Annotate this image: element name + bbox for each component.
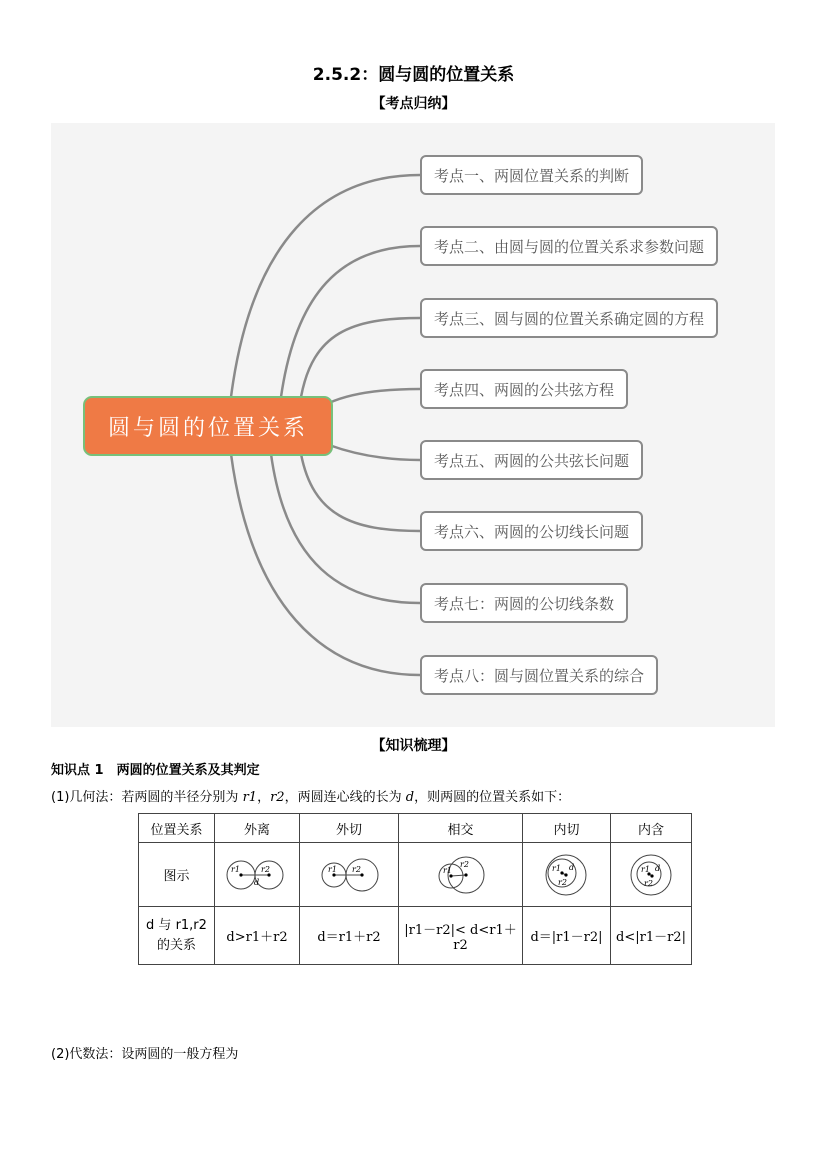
var-r2: r2 [270,790,285,805]
mind-map-center: 圆与圆的位置关系 [83,396,333,456]
page-title: 2.5.2：圆与圆的位置关系 [312,65,515,85]
figure-row-label: 图示 [139,843,215,907]
header-cell: 外切 [300,814,399,843]
svg-text:d: d [254,877,260,887]
connector-5 [329,445,420,460]
relation-row-label: d 与 r1,r2 的关系 [139,907,215,965]
svg-text:r2: r2 [557,877,567,887]
connector-3 [301,318,420,397]
connector-6 [301,454,420,531]
connector-7 [271,454,420,603]
figure-separate [215,843,300,907]
branch-3: 考点三、圆与圆的位置关系确定圆的方程 [420,298,718,338]
branch-4: 考点四、两圆的公共弦方程 [420,369,628,409]
svg-text:r1: r1 [328,864,337,874]
header-cell: 外离 [215,814,300,843]
connector-4 [329,389,420,403]
relation-internal-tangent: d＝|r1－r2| [523,907,611,965]
svg-text:r2: r2 [261,864,270,874]
connector-1 [231,175,420,397]
svg-text:d: d [655,863,661,873]
knowledge-point-title: 知识点 1 两圆的位置关系及其判定 [51,763,260,778]
figure-intersecting [399,843,523,907]
relation-contained: d<|r1－r2| [611,907,692,965]
figure-internal-tangent [523,843,611,907]
figure-external-tangent [300,843,399,907]
mind-map [51,123,775,727]
svg-text:r1: r1 [231,864,240,874]
algebra-method-text: (2)代数法：设两圆的一般方程为 [51,1047,239,1062]
section-heading-knowledge: 【知识梳理】 [371,738,456,754]
branch-2: 考点二、由圆与圆的位置关系求参数问题 [420,226,718,266]
branch-5: 考点五、两圆的公共弦长问题 [420,440,643,480]
relation-separate: d>r1＋r2 [215,907,300,965]
svg-text:r1: r1 [442,865,452,875]
branch-7: 考点七：两圆的公切线条数 [420,583,628,623]
table-row-relations [139,907,692,965]
table-row-header [139,814,692,843]
header-cell: 内切 [523,814,611,843]
connector-2 [281,246,420,397]
relation-external-tangent: d＝r1＋r2 [300,907,399,965]
var-d: d [405,790,415,805]
svg-text:d: d [568,862,574,872]
svg-text:r1: r1 [551,863,561,873]
header-cell: 相交 [399,814,523,843]
header-cell: 内含 [611,814,692,843]
svg-text:r1: r1 [641,864,650,874]
section-heading-summary: 【考点归纳】 [371,96,456,112]
connector-8 [231,454,420,675]
svg-text:r2: r2 [352,864,361,874]
svg-text:r2: r2 [644,878,653,888]
table-row-figures [139,843,692,907]
geometry-method-text: (1)几何法：若两圆的半径分别为 r1，r2，两圆连心线的长为 d，则两圆的位置关系如下： [51,790,571,805]
figure-contained [611,843,692,907]
branch-1: 考点一、两圆位置关系的判断 [420,155,643,195]
relation-table [138,813,692,965]
branch-8: 考点八：圆与圆位置关系的综合 [420,655,658,695]
branch-6: 考点六、两圆的公切线长问题 [420,511,643,551]
relation-intersecting: |r1－r2|< d<r1＋r2 [399,907,523,965]
header-cell: 位置关系 [139,814,215,843]
var-r1: r1 [242,790,258,805]
svg-text:r2: r2 [459,859,469,869]
